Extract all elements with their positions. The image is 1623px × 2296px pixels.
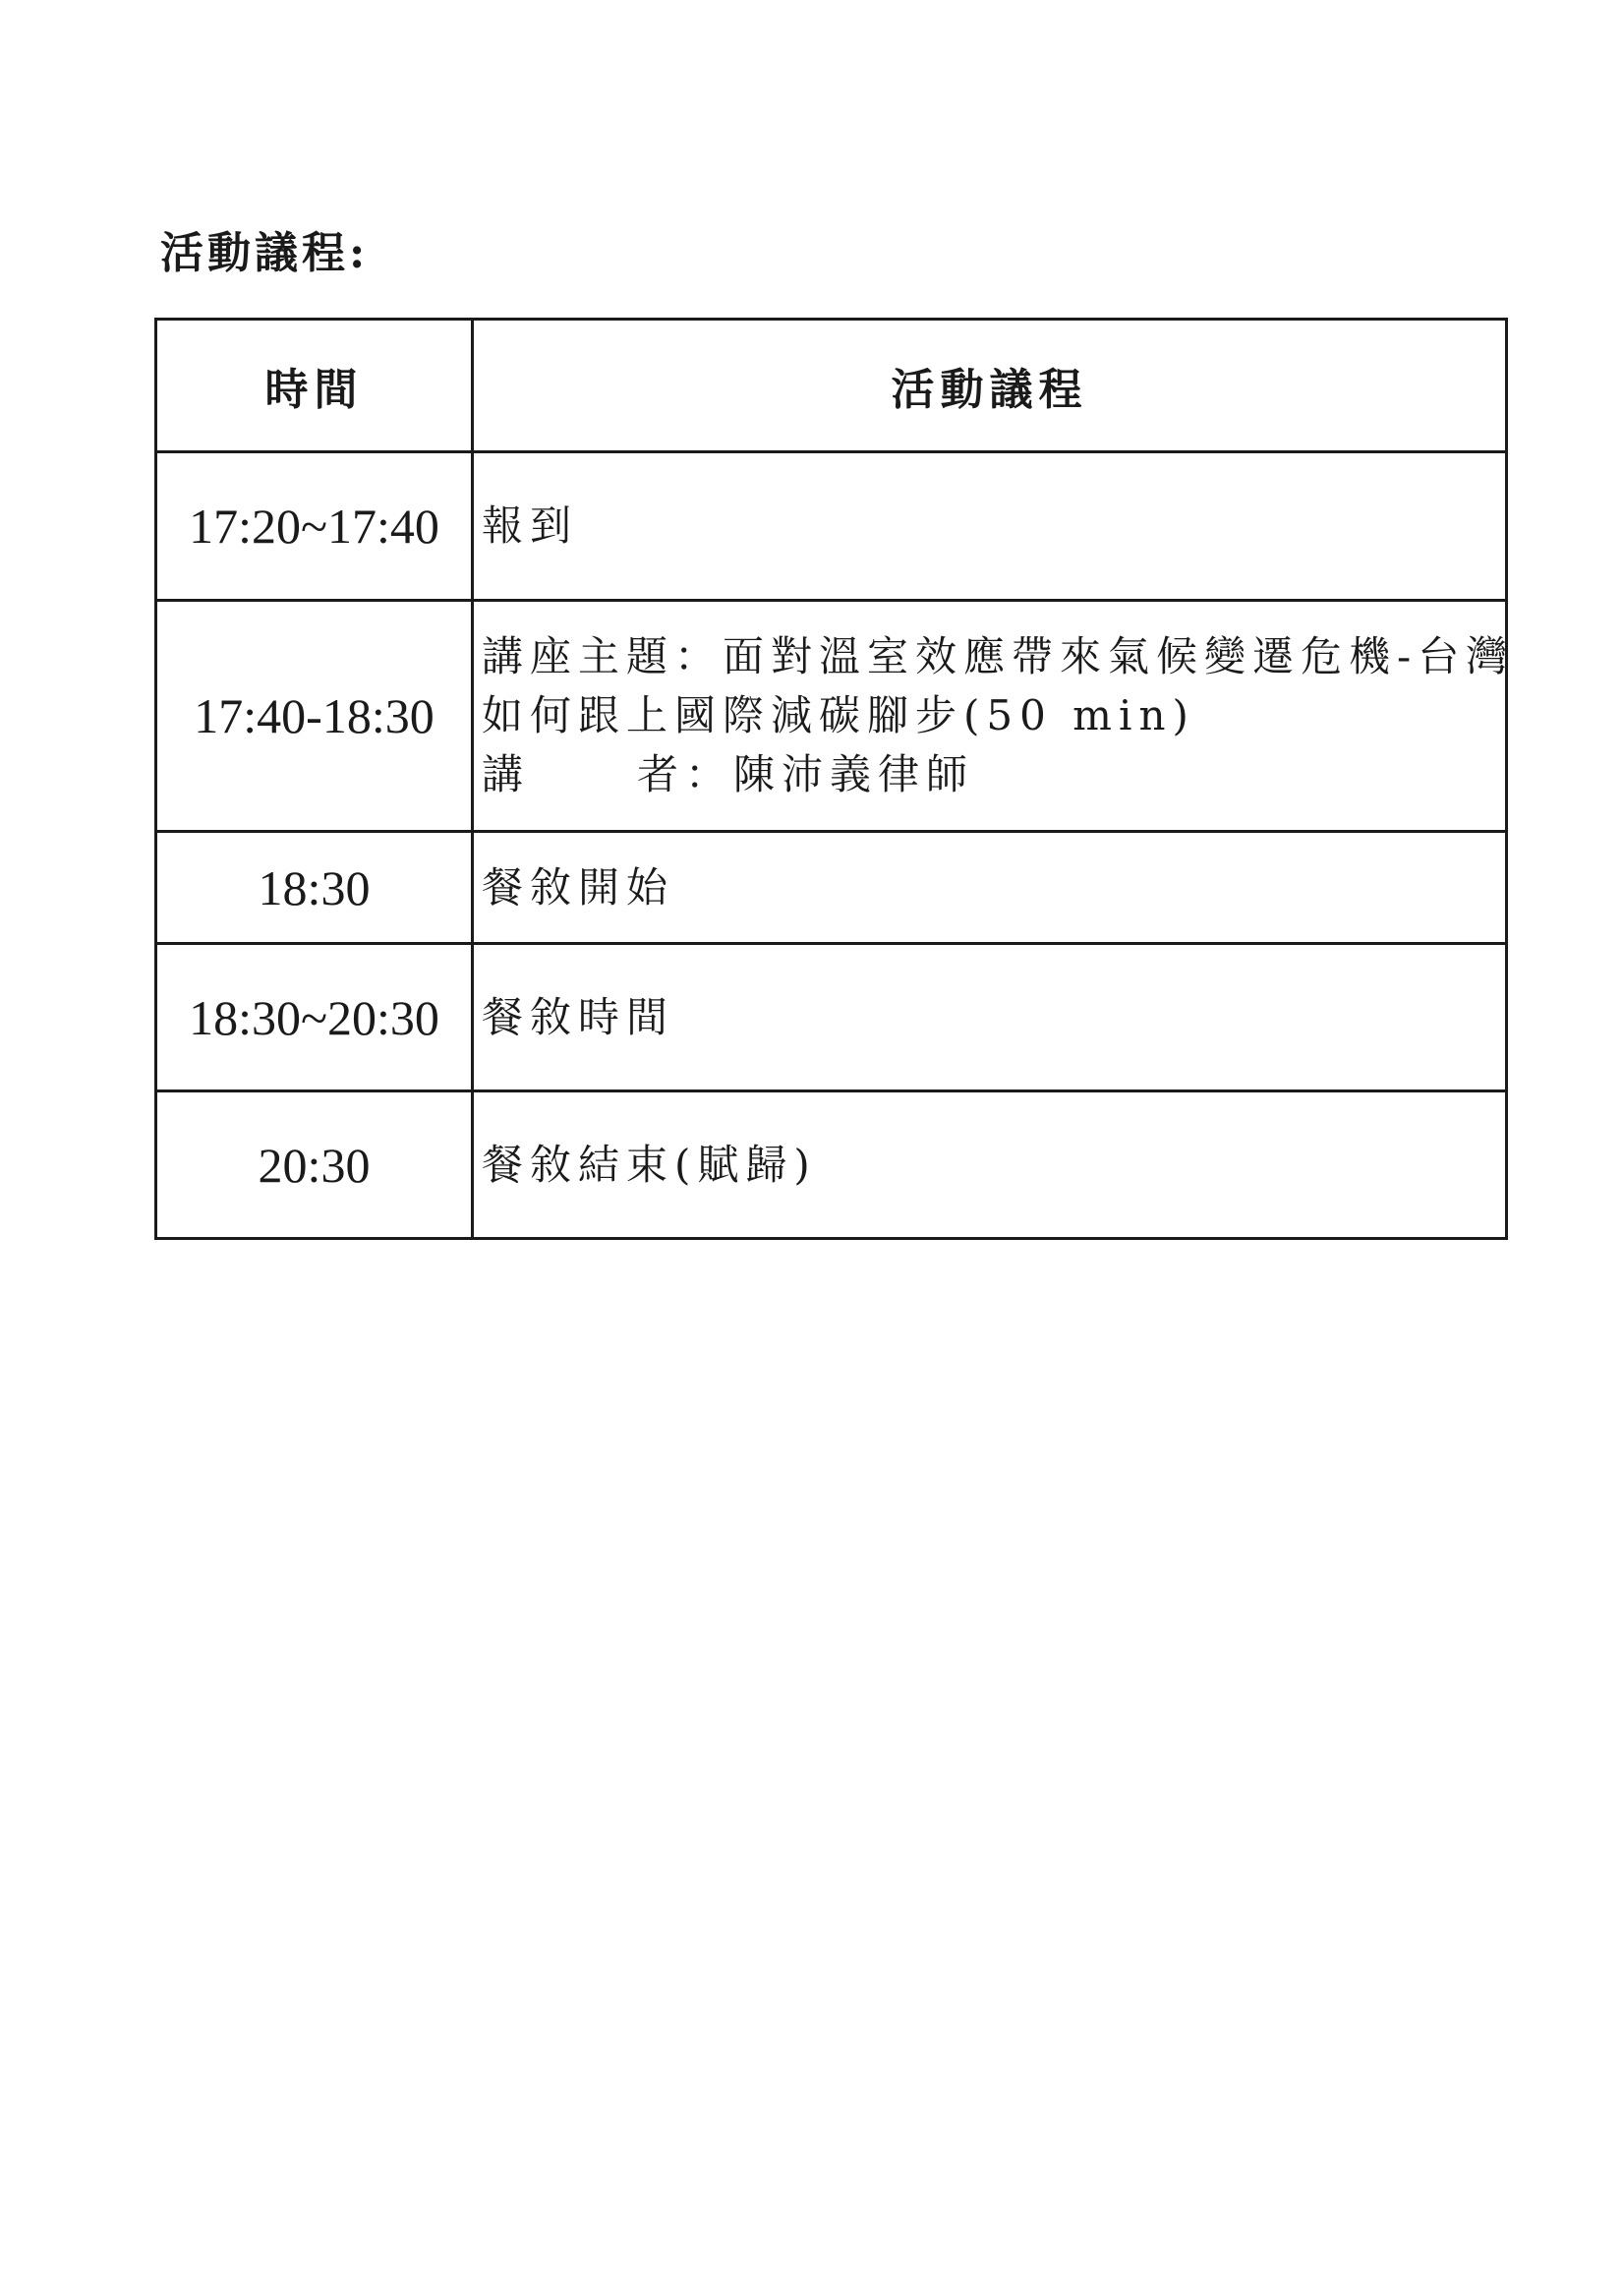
time-cell: 18:30~20:30 xyxy=(156,944,473,1091)
speaker-label-left: 講 xyxy=(482,750,524,798)
table-row xyxy=(156,601,1507,832)
activity-cell xyxy=(473,601,1515,832)
table-header-row xyxy=(156,320,1507,452)
table-row xyxy=(156,944,1507,1091)
activity-text: 報到 xyxy=(482,501,579,550)
page-heading: 活動議程: xyxy=(160,228,370,278)
time-cell: 17:40-18:30 xyxy=(156,601,473,832)
activity-cell xyxy=(473,832,1507,944)
agenda-table xyxy=(154,318,1515,1240)
table-row xyxy=(156,452,1507,601)
activity-text: 餐敘結束(賦歸) xyxy=(482,1140,817,1189)
speaker-label-right: 者： xyxy=(637,750,734,798)
header-activity: 活動議程 xyxy=(473,320,1507,452)
table-row xyxy=(156,832,1507,944)
lecture-topic-line-1: 講座主題：面對溫室效應帶來氣候變遷危機-台灣 xyxy=(482,632,1515,680)
table-row xyxy=(156,1091,1507,1239)
time-cell: 18:30 xyxy=(156,832,473,944)
speaker-name: 陳沛義律師 xyxy=(733,750,975,798)
activity-cell xyxy=(473,452,1507,601)
time-cell: 17:20~17:40 xyxy=(156,452,473,601)
activity-cell xyxy=(473,1091,1507,1239)
activity-text: 餐敘時間 xyxy=(482,992,675,1041)
activity-text: 餐敘開始 xyxy=(482,862,675,912)
time-cell: 20:30 xyxy=(156,1091,473,1239)
header-time: 時間 xyxy=(156,320,473,452)
activity-cell xyxy=(473,944,1507,1091)
lecture-topic-line-2: 如何跟上國際減碳腳步(50 min) xyxy=(482,691,1195,739)
speaker-line xyxy=(482,745,1505,804)
